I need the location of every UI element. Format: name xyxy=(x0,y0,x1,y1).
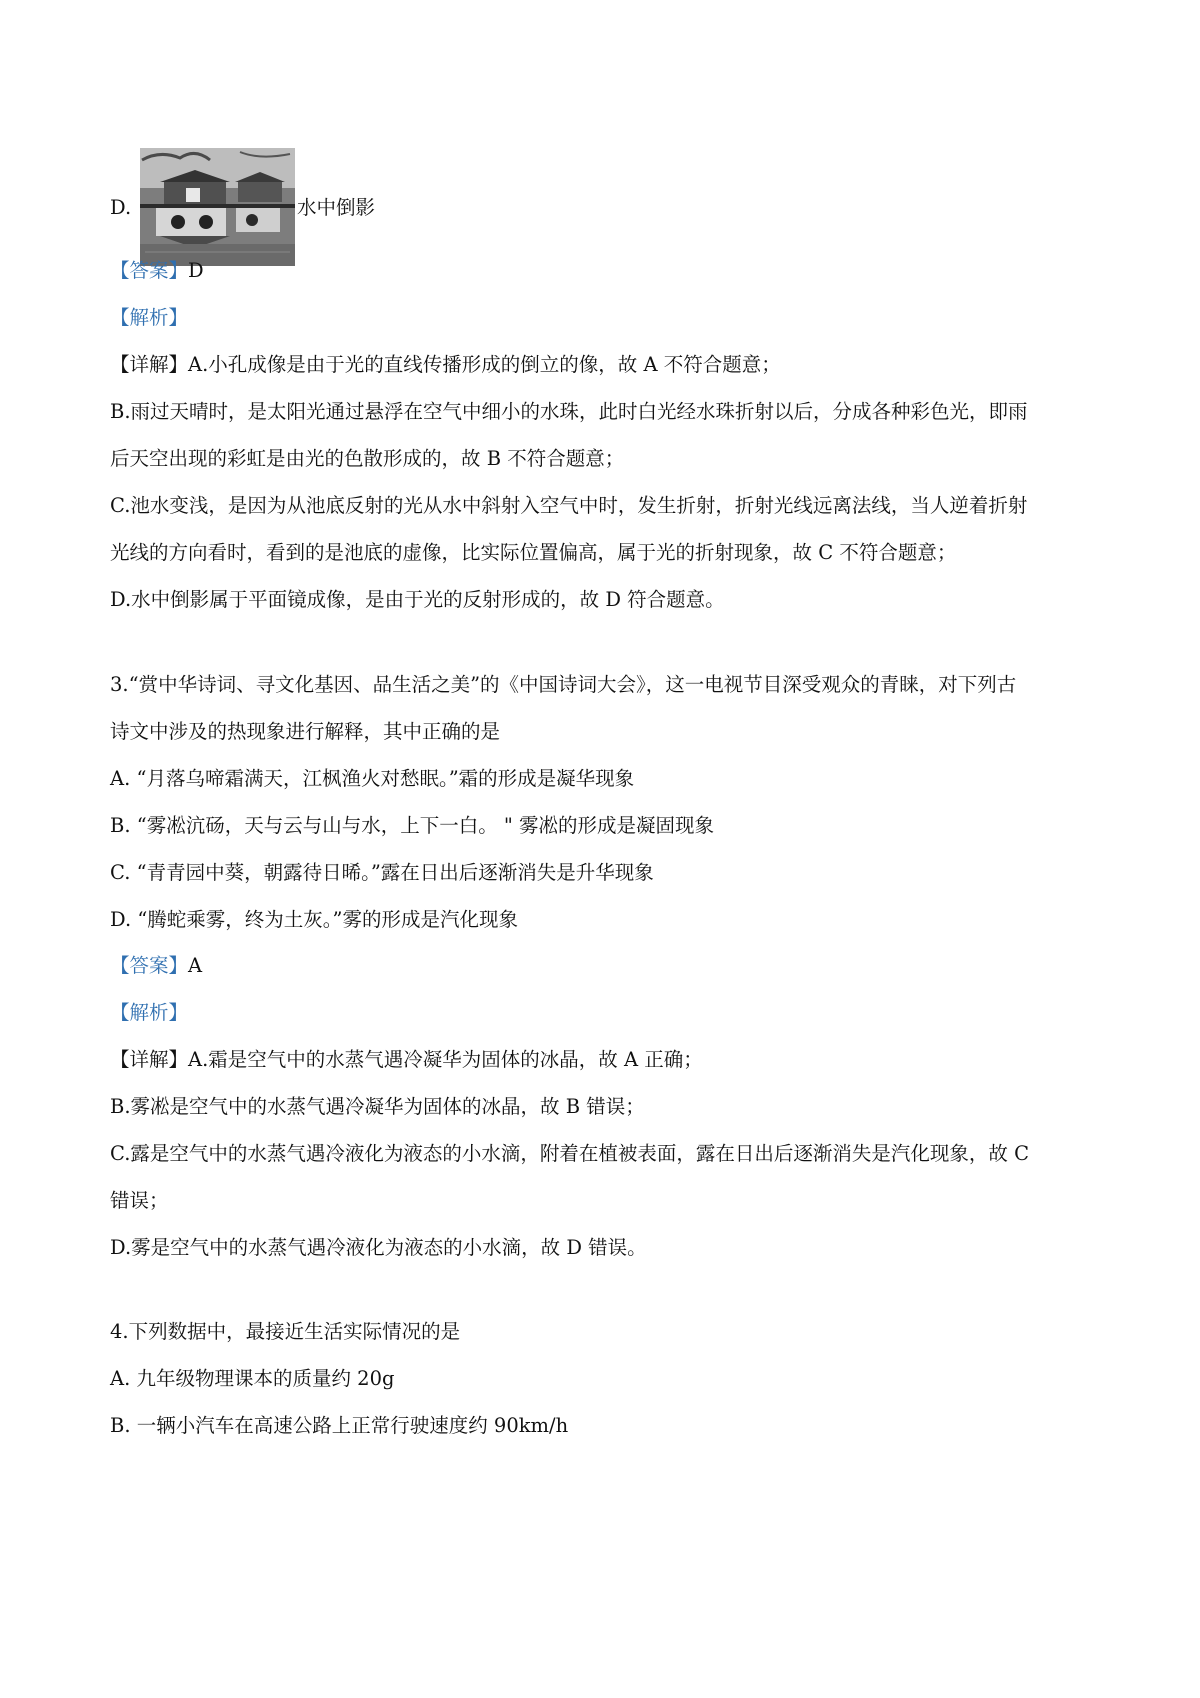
q4-option-a: A. 九年级物理课本的质量约 20g xyxy=(110,1367,395,1390)
answer-tag: 【答案】 xyxy=(110,259,189,282)
q2-option-d-label: D. xyxy=(110,196,132,219)
q2-analysis-tag: 【解析】 xyxy=(110,306,189,329)
q3-detail-line: B.雾凇是空气中的水蒸气遇冷凝华为固体的冰晶，故 B 错误； xyxy=(110,1095,645,1118)
detail-tag: 【详解】 xyxy=(110,1048,189,1071)
answer-value: A xyxy=(188,954,203,977)
q2-detail-line: 后天空出现的彩虹是由光的色散形成的，故 B 不符合题意； xyxy=(110,447,625,470)
q3-detail-line: D.雾是空气中的水蒸气遇冷液化为液态的小水滴，故 D 错误。 xyxy=(110,1236,647,1259)
q2-detail-line: C.池水变浅，是因为从池底反射的光从水中斜射入空气中时，发生折射，折射光线远离法线，当人逆着折射 xyxy=(110,494,1028,517)
answer-value: D xyxy=(188,259,204,282)
q3-option-d: D. “腾蛇乘雾，终为土灰。”雾的形成是汽化现象 xyxy=(110,908,519,931)
q2-detail-line: 【详解】A.小孔成像是由于光的直线传播形成的倒立的像，故 A 不符合题意； xyxy=(110,353,781,376)
q2-answer xyxy=(110,257,204,285)
q2-detail-line: 光线的方向看时，看到的是池底的虚像，比实际位置偏高，属于光的折射现象，故 C 不符合题意； xyxy=(110,541,957,564)
q3-option-c: C. “青青园中葵，朝露待日晞。”露在日出后逐渐消失是升华现象 xyxy=(110,861,654,884)
q3-detail-line: C.露是空气中的水蒸气遇冷液化为液态的小水滴，附着在植被表面，露在日出后逐渐消失是汽化现象，故 C xyxy=(110,1142,1030,1165)
q2-option-d-caption: 水中倒影 xyxy=(297,196,376,219)
detail-tag: 【详解】 xyxy=(110,353,189,376)
q3-stem-line: 3.“赏中华诗词、寻文化基因、品生活之美”的《中国诗词大会》，这一电视节目深受观众的青睐，对下列古 xyxy=(110,673,1017,696)
pavilion-reflection-photo-icon xyxy=(140,148,295,266)
q2-detail-line: D.水中倒影属于平面镜成像，是由于光的反射形成的，故 D 符合题意。 xyxy=(110,588,725,611)
q2-detail-line: B.雨过天晴时，是太阳光通过悬浮在空气中细小的水珠，此时白光经水珠折射以后，分成各种彩色光，即雨 xyxy=(110,400,1028,423)
q3-detail-line: 【详解】A.霜是空气中的水蒸气遇冷凝华为固体的冰晶，故 A 正确； xyxy=(110,1048,703,1071)
q3-answer xyxy=(110,952,202,980)
q3-option-a: A. “月落乌啼霜满天，江枫渔火对愁眠。”霜的形成是凝华现象 xyxy=(110,767,635,790)
answer-tag: 【答案】 xyxy=(110,954,189,977)
q3-option-b: B. “雾凇沆砀，天与云与山与水，上下一白。 " 雾凇的形成是凝固现象 xyxy=(110,814,715,837)
q3-analysis-tag: 【解析】 xyxy=(110,1001,189,1024)
q3-stem-line: 诗文中涉及的热现象进行解释，其中正确的是 xyxy=(110,720,501,743)
q4-option-b: B. 一辆小汽车在高速公路上正常行驶速度约 90km/h xyxy=(110,1414,569,1437)
q4-stem: 4.下列数据中，最接近生活实际情况的是 xyxy=(110,1320,461,1343)
q3-detail-line: 错误； xyxy=(110,1189,169,1212)
